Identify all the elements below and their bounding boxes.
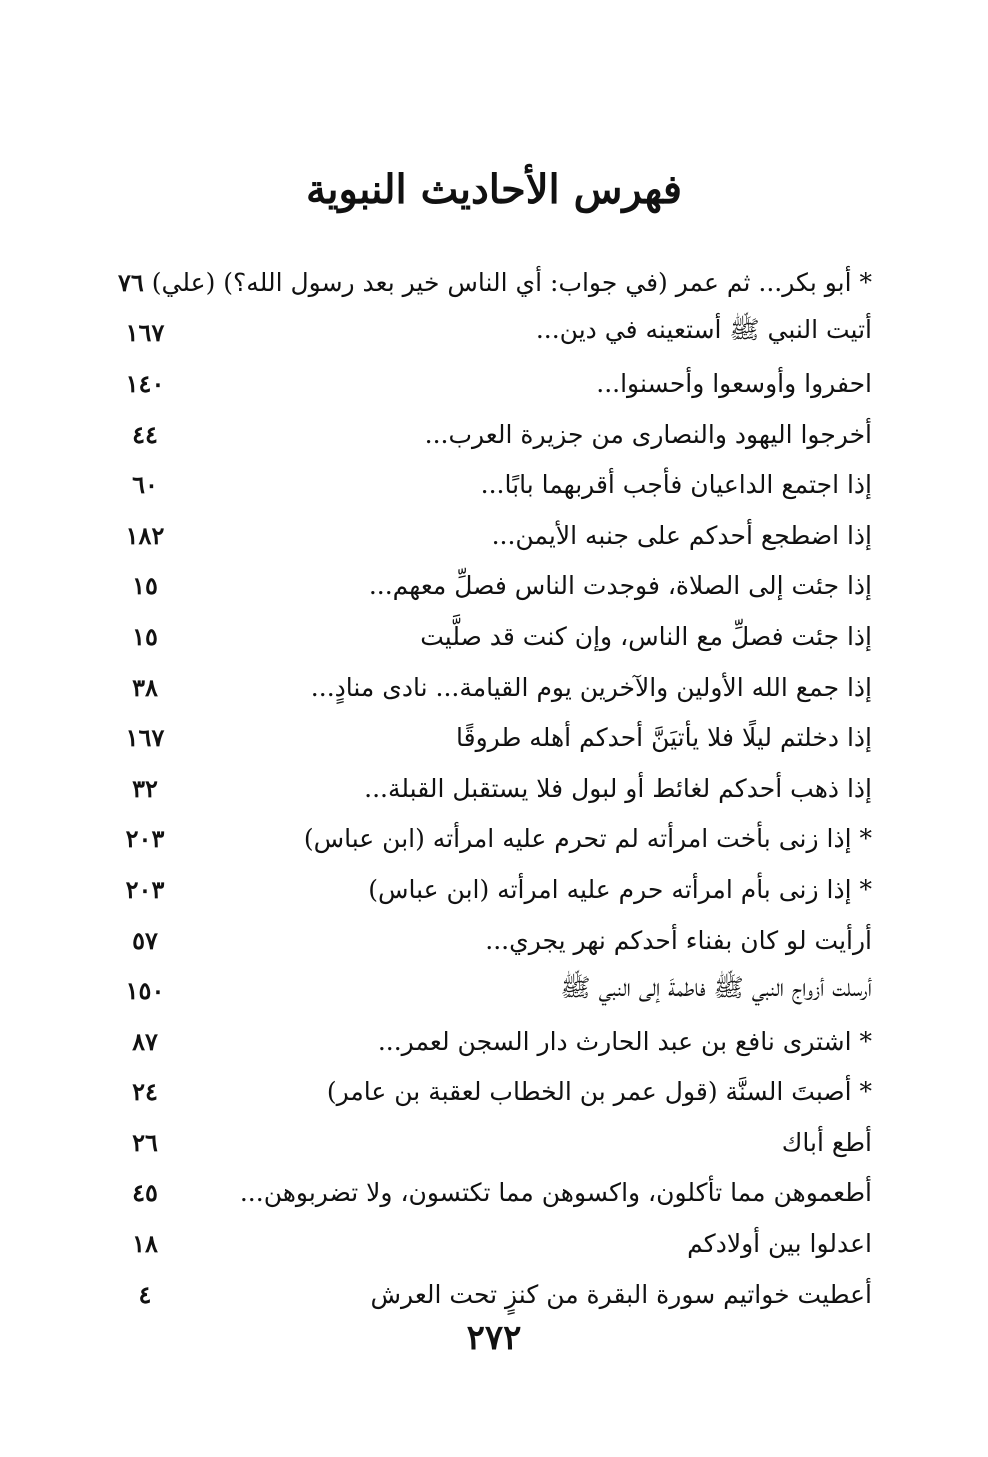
page-title: فهرس الأحاديث النبوية <box>305 166 683 213</box>
entry-text: أخرجوا اليهود والنصارى من جزيرة العرب... <box>424 419 872 449</box>
index-entry <box>110 358 872 409</box>
index-entry <box>110 308 872 359</box>
index-entry <box>110 662 872 713</box>
index-entry <box>110 459 872 510</box>
index-entry <box>110 1269 872 1320</box>
entry-text: إذا ذهب أحدكم لغائط أو لبول فلا يستقبل القبلة... <box>364 773 872 803</box>
entry-page-number: ١٦٧ <box>125 318 165 348</box>
entry-page-number: ١٤٠ <box>125 368 165 398</box>
index-entry <box>110 965 872 1016</box>
index-entry <box>110 1218 872 1269</box>
entry-text: إذا جمع الله الأولين والآخرين يوم القيامة... نادى منادٍ... <box>310 672 872 702</box>
entry-page-number: ٥٧ <box>132 925 158 955</box>
entry-page-number: ٧٦ <box>118 267 144 297</box>
entry-text: أرسلت أزواج النبي ﷺ فاطمةَ إلى النبي ﷺ <box>560 973 872 1003</box>
entry-page-number: ١٦٧ <box>125 723 165 753</box>
index-entry <box>110 915 872 966</box>
index-entry <box>110 257 872 308</box>
entry-text: * اشترى نافع بن عبد الحارث دار السجن لعمر... <box>377 1026 872 1056</box>
index-entry <box>110 561 872 612</box>
index-entry <box>110 864 872 915</box>
entry-text: أطعموهن مما تأكلون، واكسوهن مما تكتسون، ولا تضربوهن... <box>239 1178 872 1208</box>
entry-text: * أبو بكر... ثم عمر (في جواب: أي الناس خير بعد رسول الله؟) (علي) <box>151 267 872 297</box>
entry-text: إذا اجتمع الداعيان فأجب أقربهما بابًا... <box>480 470 872 500</box>
page-number: ٢٧٢ <box>466 1318 522 1358</box>
entry-page-number: ١٥ <box>132 571 158 601</box>
entry-page-number: ٣٨ <box>132 672 158 702</box>
entry-page-number: ٤٥ <box>132 1178 158 1208</box>
entry-page-number: ٢٦ <box>132 1127 158 1157</box>
entry-page-number: ١٥ <box>132 621 158 651</box>
entry-text: إذا اضطجع أحدكم على جنبه الأيمن... <box>491 520 872 550</box>
entry-text: إذا جئت إلى الصلاة، فوجدت الناس فصلِّ معهم... <box>368 571 872 601</box>
index-entry <box>110 1117 872 1168</box>
entry-page-number: ٤٤ <box>132 419 158 449</box>
index-entry <box>110 814 872 865</box>
index-entry <box>110 763 872 814</box>
entry-text: * إذا زنى بأم امرأته حرم عليه امرأته (ابن عباس) <box>368 874 872 904</box>
entry-text: إذا دخلتم ليلًا فلا يأتيَنَّ أحدكم أهله طروقًا <box>456 723 872 753</box>
entry-text: أطع أباك <box>781 1127 872 1157</box>
entry-text: أرأيت لو كان بفناء أحدكم نهر يجري... <box>485 925 872 955</box>
index-entry <box>110 712 872 763</box>
index-entry <box>110 409 872 460</box>
entry-text: أعطيت خواتيم سورة البقرة من كنزٍ تحت العرش <box>370 1279 872 1309</box>
index-entry <box>110 1168 872 1219</box>
entry-text: * أصبتَ السنَّة (قول عمر بن الخطاب لعقبة بن عامر) <box>326 1077 872 1107</box>
entry-page-number: ١٨ <box>132 1229 158 1259</box>
index-entry <box>110 510 872 561</box>
entry-text: إذا جئت فصلِّ مع الناس، وإن كنت قد صلَّيت <box>420 621 872 651</box>
entry-page-number: ١٨٢ <box>125 520 165 550</box>
entry-text: أتيت النبي ﷺ أستعينه في دين... <box>535 315 872 345</box>
entry-page-number: ٣٢ <box>132 773 158 803</box>
entry-page-number: ٢٠٣ <box>125 824 165 854</box>
entry-text: اعدلوا بين أولادكم <box>687 1229 872 1259</box>
entry-page-number: ٦٠ <box>132 470 158 500</box>
hadith-index-list <box>110 257 872 1319</box>
entry-page-number: ٢٤ <box>132 1077 158 1107</box>
index-entry <box>110 1067 872 1118</box>
entry-text: احفروا وأوسعوا وأحسنوا... <box>596 368 872 398</box>
index-entry <box>110 1016 872 1067</box>
entry-text: * إذا زنى بأخت امرأته لم تحرم عليه امرأته (ابن عباس) <box>303 824 872 854</box>
index-entry <box>110 611 872 662</box>
entry-page-number: ٨٧ <box>132 1026 158 1056</box>
entry-page-number: ٢٠٣ <box>125 874 165 904</box>
entry-page-number: ١٥٠ <box>125 976 165 1006</box>
entry-page-number: ٤ <box>138 1279 152 1309</box>
